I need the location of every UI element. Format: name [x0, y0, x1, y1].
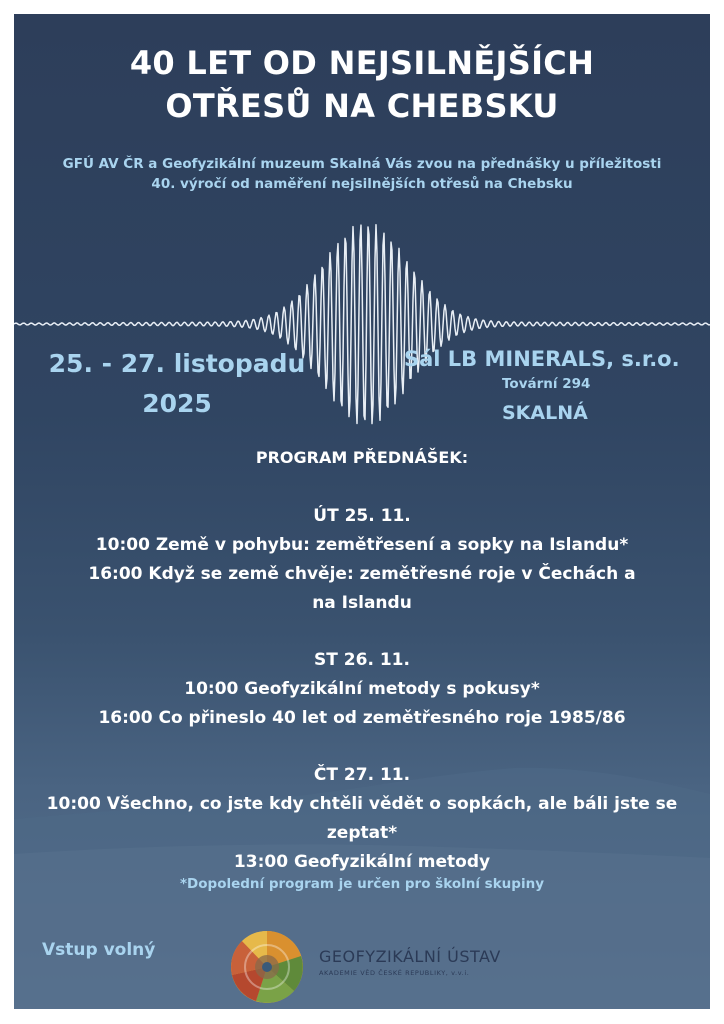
program-heading: PROGRAM PŘEDNÁŠEK:: [255, 448, 469, 467]
title-line: OTŘESŮ NA CHEBSKU: [165, 87, 559, 125]
date-range: 25. - 27. listopadu: [48, 349, 306, 378]
talk-item: 16:00 Co přineslo 40 let od zemětřesného roje 1985/86: [98, 708, 626, 728]
program-day: [24, 646, 700, 733]
program-day: [24, 502, 700, 618]
venue-town: SKALNÁ: [502, 402, 588, 424]
poster-title: [14, 42, 710, 128]
venue-street: Tovární 294: [502, 376, 591, 392]
institute-logo-icon: [228, 928, 306, 1006]
talk-item: 13:00 Geofyzikální metody: [233, 852, 491, 872]
talk-item: 10:00 Země v pohybu: zemětřesení a sopky na Islandu*: [95, 535, 629, 555]
venue-name: Sál LB MINERALS, s.r.o.: [404, 347, 680, 371]
intro-line: 40. výročí od naměření nejsilnějších otřesů na Chebsku: [151, 176, 573, 192]
intro-line: GFÚ AV ČR a Geofyzikální muzeum Skalná Vás zvou na přednášky u příležitosti: [62, 156, 662, 172]
event-dates: [32, 344, 322, 424]
day-date: ST 26. 11.: [314, 650, 410, 670]
talk-item: 10:00 Všechno, co jste kdy chtěli vědět o sopkách, ale báli jste se zeptat*: [46, 794, 678, 843]
program-day: [24, 761, 700, 877]
day-date: ÚT 25. 11.: [313, 506, 411, 526]
talk-item: 16:00 Když se země chvěje: zemětřesné roje v Čechách a na Islandu: [88, 564, 636, 613]
talk-item: 10:00 Geofyzikální metody s pokusy*: [184, 679, 540, 699]
date-year: 2025: [142, 389, 212, 418]
institute-name: GEOFYZIKÁLNÍ ÚSTAV: [319, 947, 501, 966]
school-groups-note: *Dopolední program je určen pro školní skupiny: [180, 876, 544, 892]
program-list: [24, 502, 700, 877]
invitation-text: [34, 154, 690, 194]
event-poster: [14, 14, 710, 1009]
free-entry-label: Vstup volný: [42, 940, 156, 960]
day-date: ČT 27. 11.: [313, 765, 411, 785]
title-line: 40 LET OD NEJSILNĚJŠÍCH: [129, 44, 595, 82]
institute-subtitle: AKADEMIE VĚD ČESKÉ REPUBLIKY, v.v.i.: [319, 969, 470, 977]
